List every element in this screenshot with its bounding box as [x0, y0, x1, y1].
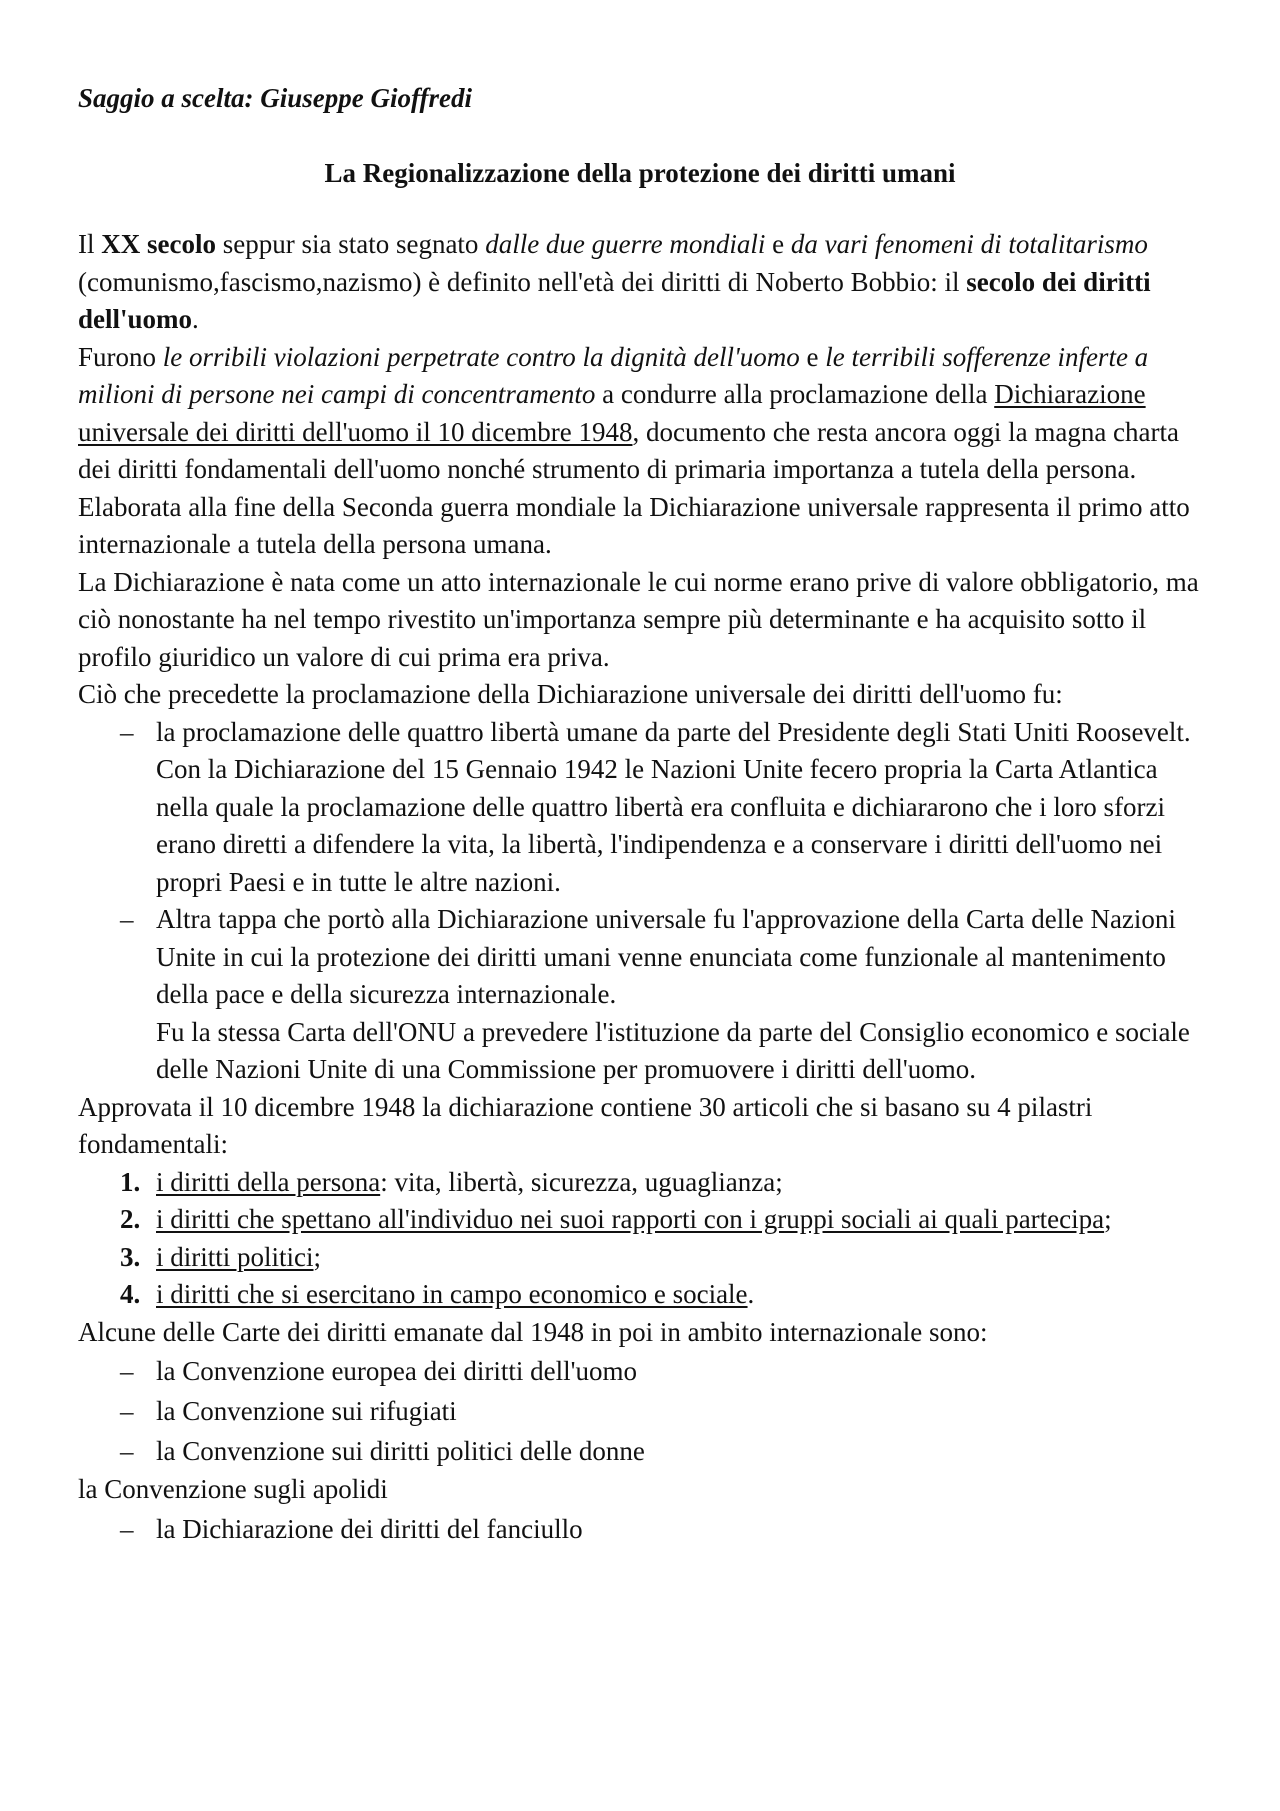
list-item: – la Convenzione sui diritti politici delle donne — [156, 1431, 1202, 1471]
charters-list — [78, 1351, 1202, 1471]
paragraph-precedette: Ciò che precedette la proclamazione della Dichiarazione universale dei diritti dell'uomo fu: — [78, 679, 1063, 709]
paragraph-dichiarazione: La Dichiarazione è nata come un atto internazionale le cui norme erano prive di valore obbligatorio, ma ciò nonostante ha nel tempo rivestito un'importanza sempre più determinante e ha acquisito sotto il profilo giuridico un valore di cui prima era priva. — [78, 566, 1199, 672]
paragraph-elaborata: Elaborata alla fine della Seconda guerra mondiale la Dichiarazione universale rappresenta il primo atto internazionale a tutela della persona umana. — [78, 491, 1190, 559]
charters-list-continued — [78, 1509, 1202, 1549]
list-item: – la Convenzione sui rifugiati — [156, 1391, 1202, 1431]
list-item: – la Dichiarazione dei diritti del fanciullo — [156, 1509, 1202, 1549]
precedents-list — [78, 714, 1202, 1089]
author-line: Saggio a scelta: Giuseppe Gioffredi — [78, 83, 472, 113]
list-item: – la Convenzione europea dei diritti dell'uomo — [156, 1351, 1202, 1391]
paragraph-intro: Il XX secolo seppur sia stato segnato dalle due guerre mondiali e da vari fenomeni di totalitarismo (comunismo,fascismo,nazismo) è definito nell'età dei diritti di Noberto Bobbio: il secolo dei diritti dell'uomo. — [78, 229, 1151, 334]
paragraph-carte: Alcune delle Carte dei diritti emanate dal 1948 in poi in ambito internazionale sono: — [78, 1316, 988, 1347]
pillars-list — [78, 1164, 1202, 1314]
list-item: 3. i diritti politici; — [120, 1241, 322, 1272]
paragraph-approvata: Approvata il 10 dicembre 1948 la dichiarazione contiene 30 articoli che si basano su 4 pilastri fondamentali: — [78, 1091, 1093, 1159]
essay-title: La Regionalizzazione della protezione dei diritti umani — [324, 157, 956, 188]
paragraph-apolidi: la Convenzione sugli apolidi — [78, 1474, 388, 1504]
list-item: 2. i diritti che spettano all'individuo nei suoi rapporti con i gruppi sociali ai quali partecipa; — [120, 1204, 1112, 1234]
list-item: 4. i diritti che si esercitano in campo economico e sociale. — [120, 1279, 755, 1309]
list-item: 1. i diritti della persona: vita, libertà, sicurezza, uguaglianza; — [120, 1166, 783, 1197]
paragraph-violations: Furono le orribili violazioni perpetrate contro la dignità dell'uomo e le terribili sofferenze inferte a milioni di persone nei campi di concentramento a condurre alla proclamazione della Dichiarazione universale dei diritti dell'uomo il 10 dicembre 1948, documento che resta ancora oggi la magna charta dei diritti fondamentali dell'uomo nonché strumento di primaria importanza a tutela della persona. — [78, 341, 1179, 484]
list-item: – Altra tappa che portò alla Dichiarazione universale fu l'approvazione della Carta delle Nazioni Unite in cui la protezione dei diritti umani venne enunciata come funzionale al mantenimento della pace e della sicurezza internazionale. Fu la stessa Carta dell'ONU a prevedere l'istituzione da parte del Consiglio economico e sociale delle Nazioni Unite di una Commissione per promuovere i diritti dell'uomo. — [156, 901, 1202, 1089]
list-item: – la proclamazione delle quattro libertà umane da parte del Presidente degli Stati Uniti Roosevelt. Con la Dichiarazione del 15 Gennaio 1942 le Nazioni Unite fecero propria la Carta Atlantica nella quale la proclamazione delle quattro libertà era confluita e dichiararono che i loro sforzi erano diretti a difendere la vita, la libertà, l'indipendenza e a conservare i diritti dell'uomo nei propri Paesi e in tutte le altre nazioni. — [156, 714, 1202, 902]
